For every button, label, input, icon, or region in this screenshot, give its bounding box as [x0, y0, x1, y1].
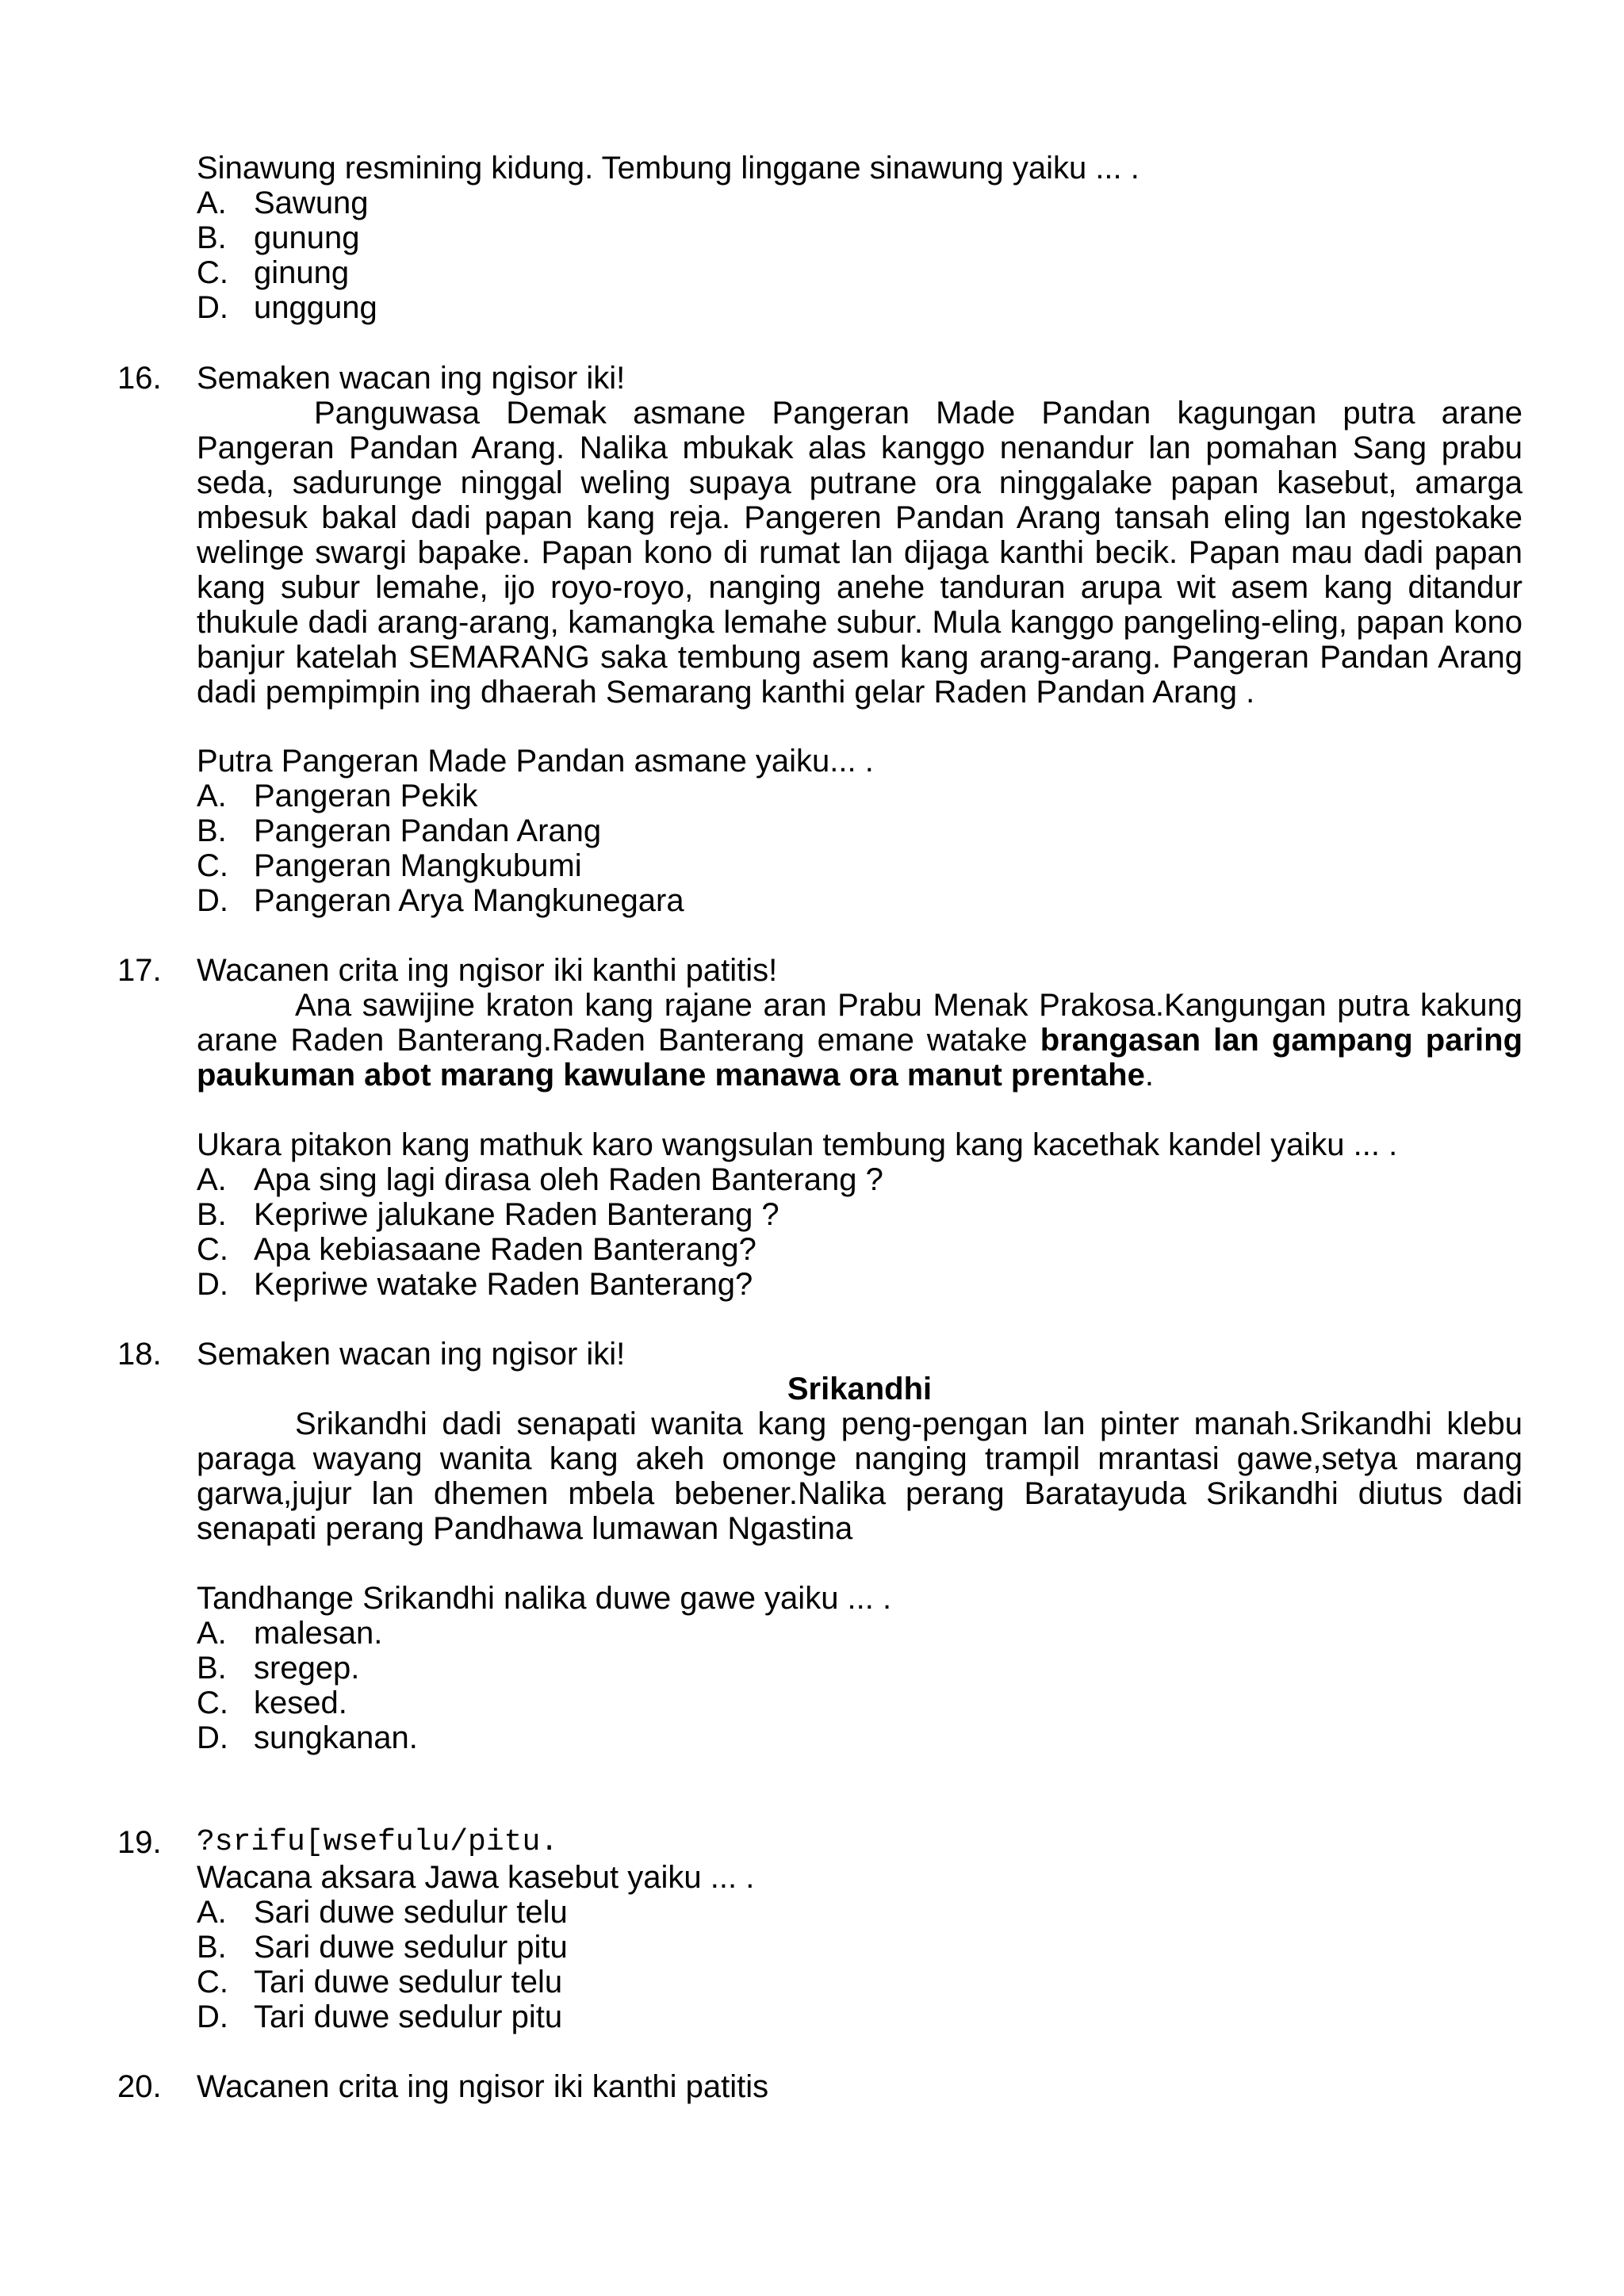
q15-option-d: D. unggung: [197, 290, 377, 325]
q17-number: 17.: [117, 953, 162, 988]
q19-option-d: D. Tari duwe sedulur pitu: [197, 1999, 563, 2034]
q15-stem: Sinawung resmining kidung. Tembung linggane sinawung yaiku ... .: [197, 151, 1139, 186]
q18-option-a: A. malesan.: [197, 1616, 383, 1651]
q17-instruction: Wacanen crita ing ngisor iki kanthi patitis!: [197, 953, 778, 988]
q19-question: Wacana aksara Jawa kasebut yaiku ... .: [197, 1860, 755, 1895]
q16-number: 16.: [117, 361, 162, 396]
q17-option-a: A. Apa sing lagi dirasa oleh Raden Banterang ?: [197, 1162, 883, 1197]
q20-number: 20.: [117, 2069, 162, 2104]
q17-passage-bold: brangasan lan gampang paring paukuman abot marang kawulane manawa ora manut prentahe: [197, 1023, 1523, 1093]
q18-option-c: C. kesed.: [197, 1686, 347, 1720]
q16-passage: Panguwasa Demak asmane Pangeran Made Pandan kagungan putra arane Pangeran Pandan Arang. Nalika mbukak alas kanggo nenandur lan pomahan Sang prabu seda, sadurunge ninggal weling supaya putrane ora ninggalake papan kasebut, amarga mbesuk bakal dadi papan kang reja. Pangeren Pandan Arang tansah eling lan ngestokake welinge swargi bapake. Papan kono di rumat lan dijaga kanthi becik. Papan mau dadi papan kang subur lemahe, ijo royo-royo, nanging anehe tanduran arupa wit asem kang ditandur thukule dadi arang-arang, kamangka lemahe subur. Mula kanggo pangeling-eling, papan kono banjur katelah SEMARANG saka tembung asem kang arang-arang. Pangeran Pandan Arang dadi pempimpin ing dhaerah Semarang kanthi gelar Raden Pandan Arang .: [197, 396, 1522, 710]
q19-javanese-script: ?srifu[wsefulu/pitu.: [197, 1825, 559, 1859]
q17-option-c: C. Apa kebiasaane Raden Banterang?: [197, 1232, 756, 1267]
q19-option-b: B. Sari duwe sedulur pitu: [197, 1930, 568, 1965]
q17-passage-text: Ana sawijine kraton kang rajane aran Prabu Menak Prakosa.Kangungan putra kakung arane Raden Banterang.Raden Banterang emane watake: [197, 988, 1522, 1058]
q17-question: Ukara pitakon kang mathuk karo wangsulan tembung kang kacethak kandel yaiku ... .: [197, 1127, 1398, 1162]
q16-option-d: D. Pangeran Arya Mangkunegara: [197, 883, 684, 918]
q17-passage-end: .: [1144, 1058, 1154, 1093]
q18-instruction: Semaken wacan ing ngisor iki!: [197, 1337, 626, 1372]
q18-passage: Srikandhi dadi senapati wanita kang peng-pengan lan pinter manah.Srikandhi klebu paraga wayang wanita kang akeh omonge nanging trampil mrantasi gawe,setya marang garwa,jujur lan dhemen mbela bebener.Nalika perang Baratayuda Srikandhi diutus dadi senapati perang Pandhawa lumawan Ngastina: [197, 1406, 1522, 1546]
q19-option-a: A. Sari duwe sedulur telu: [197, 1895, 568, 1930]
q19-number: 19.: [117, 1825, 162, 1860]
q20-instruction: Wacanen crita ing ngisor iki kanthi patitis: [197, 2069, 769, 2104]
q15-option-c: C. ginung: [197, 255, 350, 290]
q18-option-d: D. sungkanan.: [197, 1720, 418, 1755]
q16-option-c: C. Pangeran Mangkubumi: [197, 848, 582, 883]
q16-option-a: A. Pangeran Pekik: [197, 779, 478, 813]
q16-instruction: Semaken wacan ing ngisor iki!: [197, 361, 626, 396]
q19-option-c: C. Tari duwe sedulur telu: [197, 1965, 563, 1999]
q18-option-b: B. sregep.: [197, 1651, 360, 1686]
q16-question: Putra Pangeran Made Pandan asmane yaiku... .: [197, 744, 874, 779]
q17-option-d: D. Kepriwe watake Raden Banterang?: [197, 1267, 753, 1302]
q17-option-b: B. Kepriwe jalukane Raden Banterang ?: [197, 1197, 779, 1232]
q15-option-a: A. Sawung: [197, 186, 369, 220]
q16-option-b: B. Pangeran Pandan Arang: [197, 813, 602, 848]
q18-title: Srikandhi: [787, 1372, 933, 1406]
q18-number: 18.: [117, 1337, 162, 1372]
q15-option-b: B. gunung: [197, 220, 360, 255]
q17-passage: [197, 988, 1522, 1093]
q18-question: Tandhange Srikandhi nalika duwe gawe yaiku ... .: [197, 1581, 892, 1616]
